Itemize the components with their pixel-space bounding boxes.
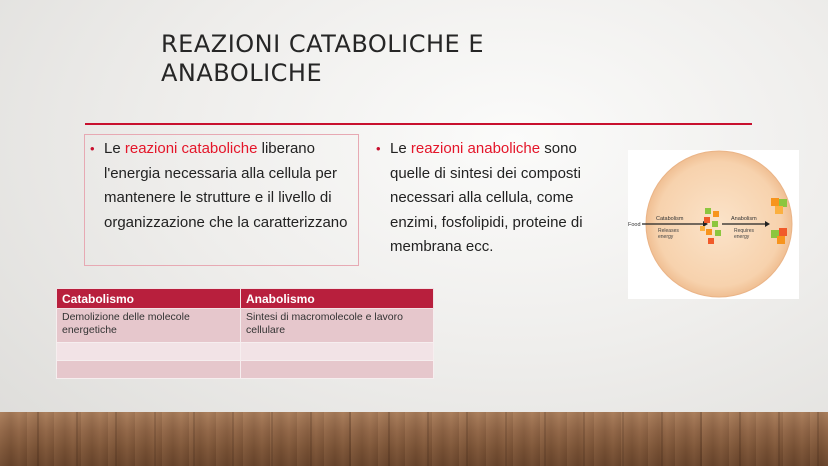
table-row <box>57 343 434 361</box>
table-cell <box>241 343 434 361</box>
releases-energy-label: energy <box>658 234 674 240</box>
title-line-1: REAZIONI CATABOLICHE E <box>161 30 484 58</box>
bullet-prefix: Le <box>390 140 411 157</box>
bullet-prefix: Le <box>104 140 125 157</box>
food-label: Food <box>628 222 641 228</box>
header-anabolismo: Anabolismo <box>241 289 434 309</box>
table-cell: Sintesi di macromolecole e lavoro cellulare <box>241 309 434 343</box>
highlight-anabolic: reazioni anaboliche <box>410 140 541 157</box>
bullet-anabolic <box>376 137 605 260</box>
metabolism-diagram <box>628 150 799 299</box>
wooden-floor <box>0 412 828 466</box>
releases-label: Releases <box>658 228 679 234</box>
table-row <box>57 309 434 343</box>
bullet-catabolic <box>90 137 362 235</box>
cell-illustration <box>628 150 799 299</box>
slide-title <box>161 30 581 88</box>
table-cell <box>57 343 241 361</box>
catabolism-label: Catabolism <box>656 216 684 222</box>
bullet-text: liberano l'energia necessaria alla cellula per mantenere le strutture e il livello di organizzazione che la caratterizzano <box>104 140 348 231</box>
title-divider <box>85 123 752 125</box>
bullet-dot-icon: • <box>376 141 381 156</box>
table-cell <box>241 361 434 379</box>
anabolism-label: Anabolism <box>731 216 757 222</box>
table-header-row <box>57 289 434 309</box>
header-catabolismo: Catabolismo <box>57 289 241 309</box>
comparison-table <box>56 288 434 379</box>
bullet-text: sono quelle di sintesi dei composti necessari alla cellula, come enzimi, fosfolipidi, proteine di membrana ecc. <box>390 140 583 255</box>
table-cell: Demolizione delle molecole energetiche <box>57 309 241 343</box>
highlight-catabolic: reazioni cataboliche <box>124 140 258 157</box>
table-row <box>57 361 434 379</box>
title-line-2: ANABOLICHE <box>161 59 323 87</box>
bullet-dot-icon: • <box>90 141 95 156</box>
requires-label: Requires <box>734 228 755 234</box>
table-cell <box>57 361 241 379</box>
requires-energy-label: energy <box>734 234 750 240</box>
